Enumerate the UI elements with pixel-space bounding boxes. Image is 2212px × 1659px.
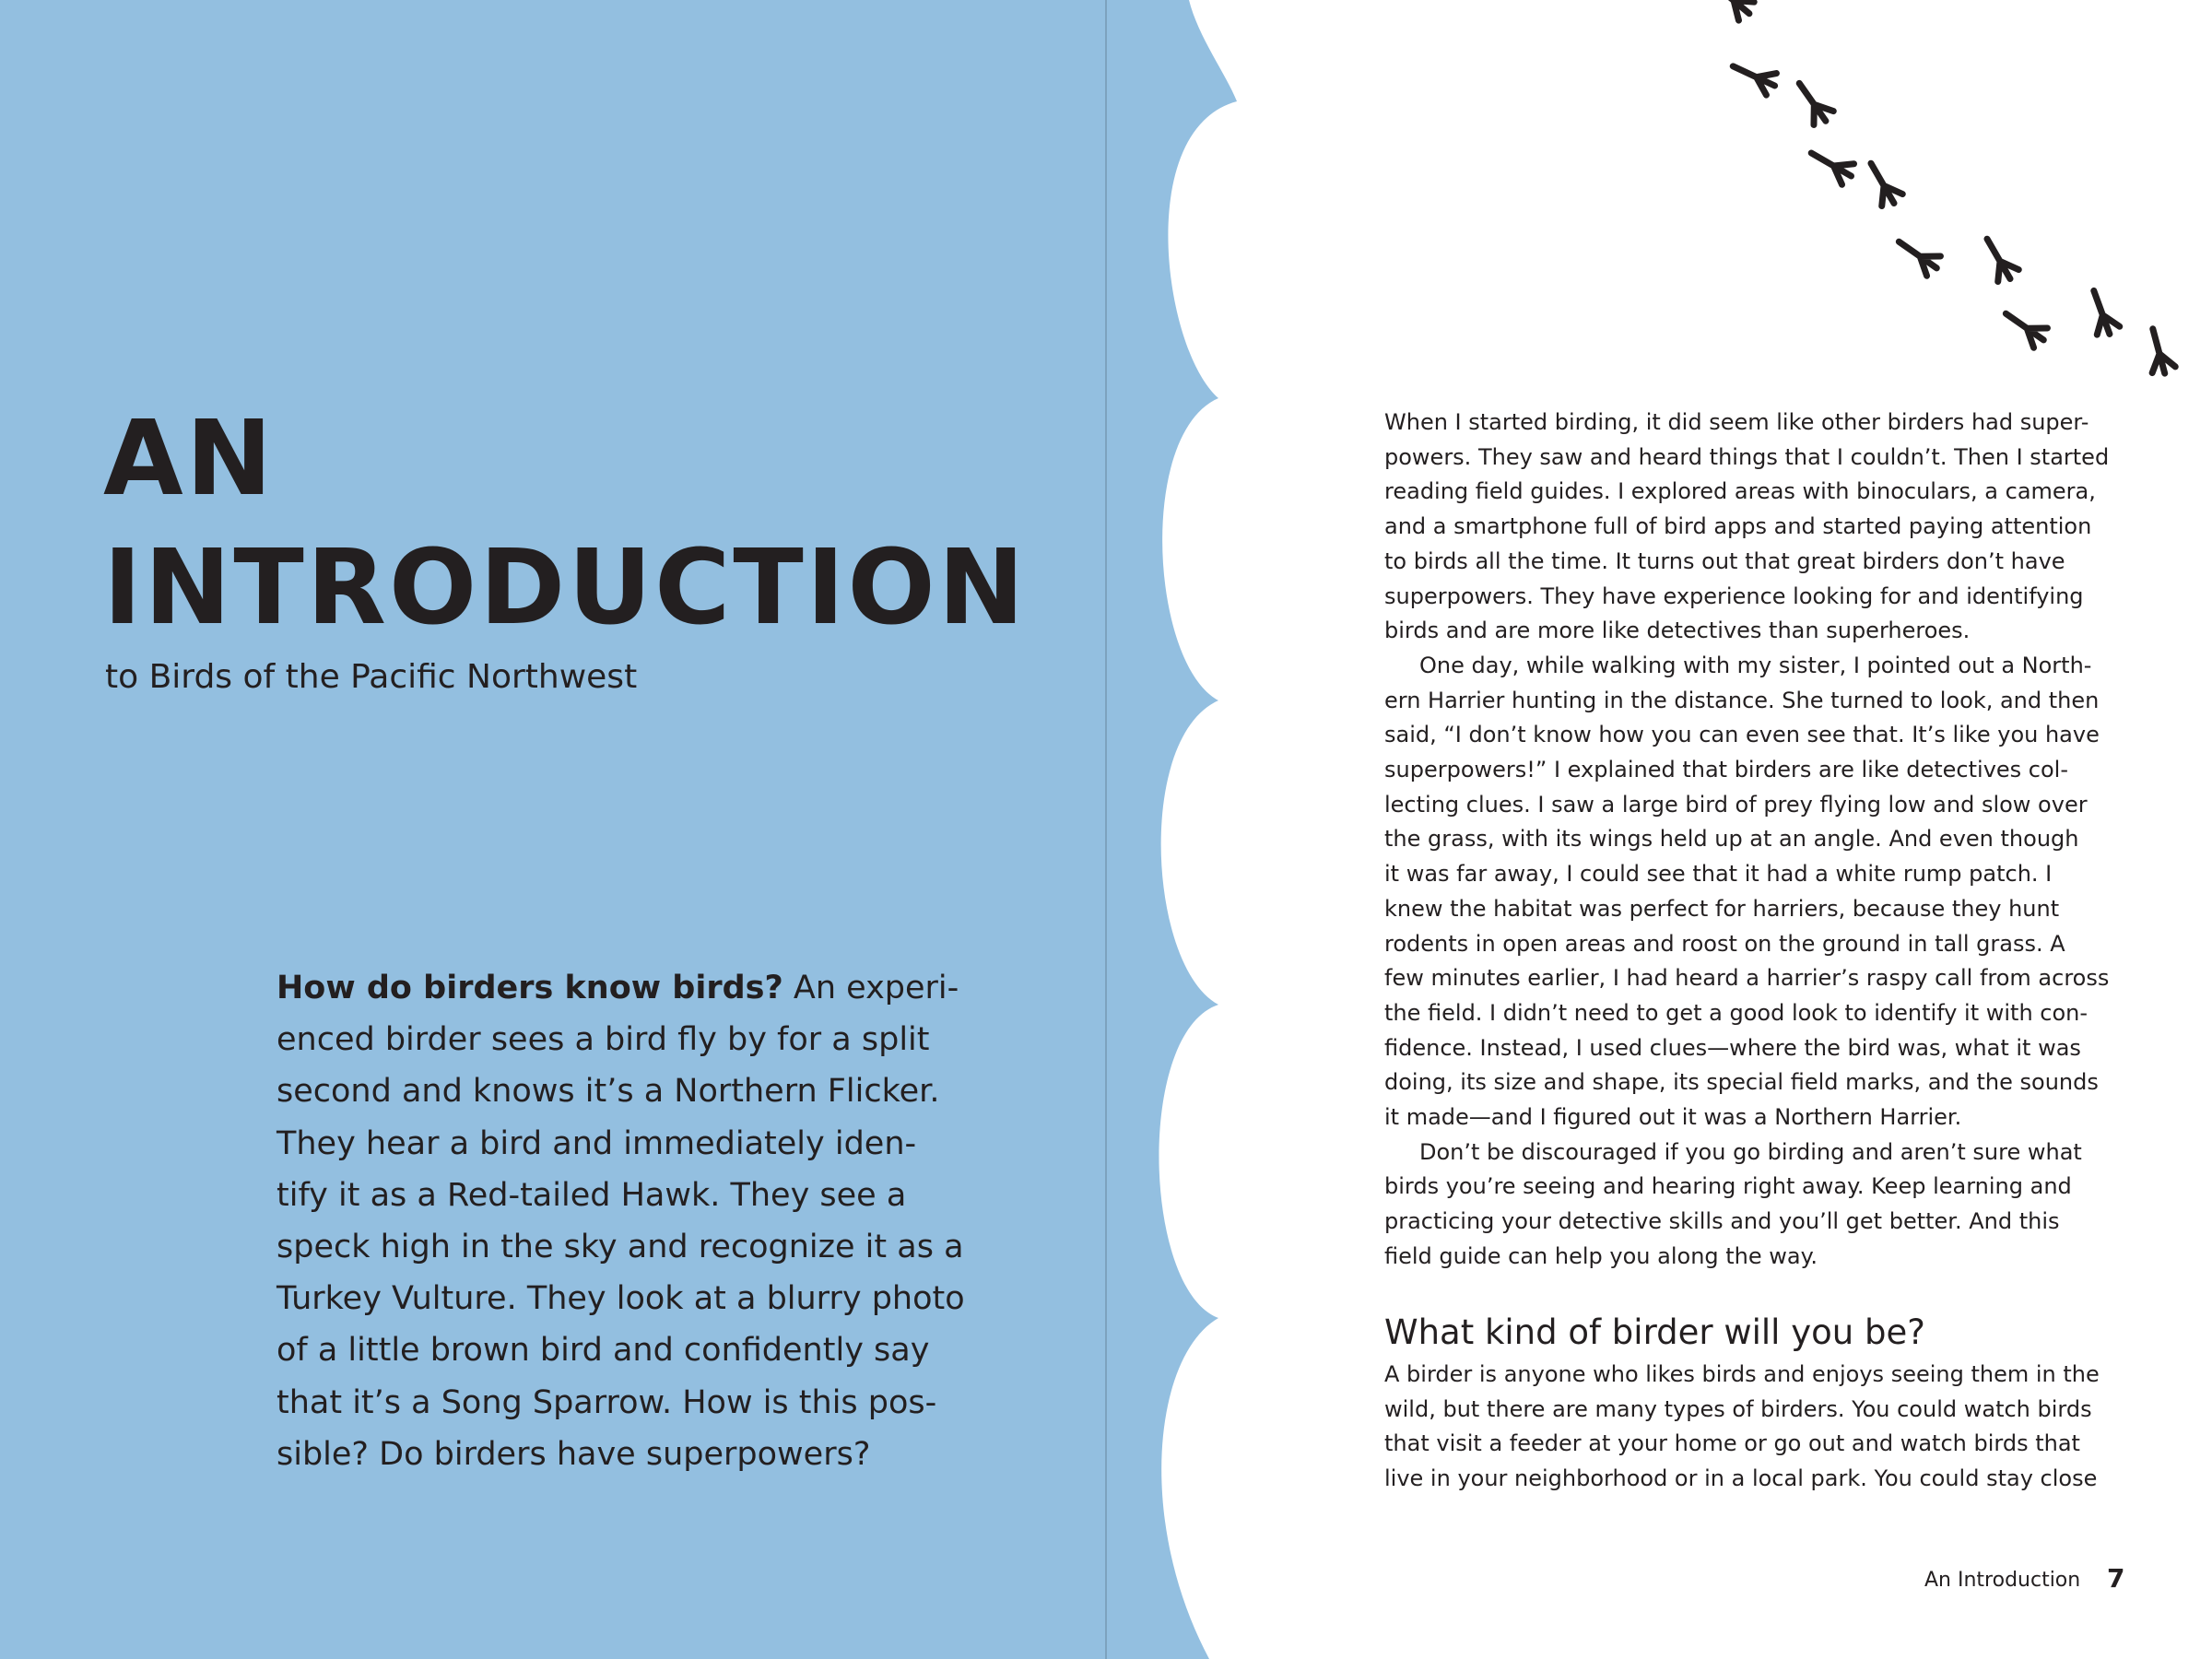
body-line: and a smartphone full of bird apps and started paying attention xyxy=(1384,513,2092,540)
body-line: rodents in open areas and roost on the ground in tall grass. A xyxy=(1384,930,2065,957)
intro-line: Turkey Vulture. They look at a blurry photo xyxy=(276,1280,965,1318)
body-line: it was far away, I could see that it had a white rump patch. I xyxy=(1384,861,2053,888)
section-line: wild, but there are many types of birders. You could watch birds xyxy=(1384,1395,2092,1422)
page-title-line-1: AN xyxy=(103,399,276,519)
body-line: ern Harrier hunting in the distance. She turned to look, and then xyxy=(1384,687,2100,713)
body-line: it made—and I figured out it was a Northern Harrier. xyxy=(1384,1104,1962,1131)
body-line: Don’t be discouraged if you go birding and aren’t sure what xyxy=(1419,1138,2082,1165)
body-line: powers. They saw and heard things that I couldn’t. Then I started xyxy=(1384,443,2110,470)
body-line: said, “I don’t know how you can even see that. It’s like you have xyxy=(1384,722,2100,748)
body-line: birds and are more like detectives than superheroes. xyxy=(1384,618,1971,644)
page-number: 7 xyxy=(2107,1563,2125,1594)
body-line: doing, its size and shape, its special field marks, and the sounds xyxy=(1384,1069,2099,1096)
section-line: A birder is anyone who likes birds and enjoys seeing them in the xyxy=(1384,1361,2100,1387)
body-line: the field. I didn’t need to get a good look to identify it with con- xyxy=(1384,999,2088,1026)
page-subtitle: to Birds of the Pacific Northwest xyxy=(105,658,638,696)
intro-lead-question: How do birders know birds? xyxy=(276,970,783,1006)
body-line: the grass, with its wings held up at an angle. And even though xyxy=(1384,826,2079,853)
page-title-line-2: INTRODUCTION xyxy=(103,528,1028,648)
body-line: to birds all the time. It turns out that great birders don’t have xyxy=(1384,547,2065,574)
section-line: that visit a feeder at your home or go out and watch birds that xyxy=(1384,1430,2080,1457)
body-line: reading field guides. I explored areas with binoculars, a camera, xyxy=(1384,478,2096,505)
intro-line: sible? Do birders have superpowers? xyxy=(276,1435,871,1473)
intro-first-line xyxy=(276,962,977,1014)
intro-line: They hear a bird and immediately iden- xyxy=(276,1124,917,1162)
section-heading: What kind of birder will you be? xyxy=(1384,1312,1925,1352)
body-text-column xyxy=(1384,406,2110,1275)
body-line: few minutes earlier, I had heard a harrier’s raspy call from across xyxy=(1384,965,2110,992)
body-line: knew the habitat was perfect for harriers, because they hunt xyxy=(1384,895,2060,922)
section-text xyxy=(1384,1358,2100,1497)
intro-question-paragraph xyxy=(276,962,977,1480)
body-line: When I started birding, it did seem like other birders had super- xyxy=(1384,409,2089,435)
body-line: fidence. Instead, I used clues—where the bird was, what it was xyxy=(1384,1034,2081,1061)
section-line: live in your neighborhood or in a local park. You could stay close xyxy=(1384,1465,2098,1492)
intro-line: that it’s a Song Sparrow. How is this pos- xyxy=(276,1383,937,1421)
body-line: birds you’re seeing and hearing right away. Keep learning and xyxy=(1384,1173,2072,1200)
body-line: superpowers. They have experience looking for and identifying xyxy=(1384,582,2084,609)
intro-line: enced birder sees a bird fly by for a split xyxy=(276,1021,930,1059)
intro-line: of a little brown bird and confidently say xyxy=(276,1332,930,1370)
intro-line: speck high in the sky and recognize it as a xyxy=(276,1229,964,1266)
intro-line: tify it as a Red-tailed Hawk. They see a xyxy=(276,1176,907,1214)
body-line: One day, while walking with my sister, I pointed out a North- xyxy=(1419,652,2092,678)
body-line: superpowers!” I explained that birders are like detectives col- xyxy=(1384,757,2069,783)
intro-first-line-rest: An experi- xyxy=(782,970,959,1006)
intro-line: second and knows it’s a Northern Flicker. xyxy=(276,1073,940,1111)
body-line: practicing your detective skills and you’ll get better. And this xyxy=(1384,1208,2060,1235)
body-line: lecting clues. I saw a large bird of prey flying low and slow over xyxy=(1384,791,2088,818)
running-head: An Introduction xyxy=(1924,1569,2081,1592)
body-line: field guide can help you along the way. xyxy=(1384,1242,1818,1269)
